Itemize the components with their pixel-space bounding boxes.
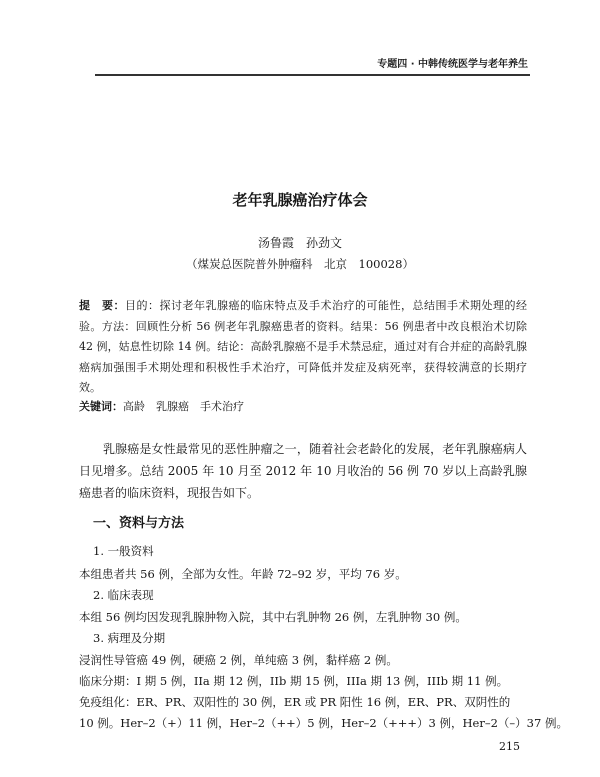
article-affiliation: （煤炭总医院普外肿瘤科 北京 100028） — [186, 257, 414, 271]
keywords-label: 关键词： — [79, 400, 123, 413]
subsection-title-general: 1. 一般资料 — [93, 544, 154, 558]
abstract-block — [79, 296, 527, 399]
intro-paragraph: 乳腺癌是女性最常见的恶性肿瘤之一，随着社会老龄化的发展，老年乳腺癌病人日见增多。总结 2005 年 10 月至 2012 年 10 月收治的 56 例 70 岁以上高龄乳腺癌患者的临床资料，现报告如下。 — [79, 442, 527, 500]
header-rule — [95, 74, 530, 76]
page-number: 215 — [499, 740, 520, 753]
keywords-text: 高龄 乳腺癌 手术治疗 — [123, 400, 244, 413]
article-authors: 汤鲁霞 孙劲文 — [257, 236, 342, 250]
general-data-text: 本组患者共 56 例，全部为女性。年龄 72–92 岁，平均 76 岁。 — [79, 567, 407, 581]
running-header: 专题四 · 中韩传统医学与老年养生 — [377, 59, 528, 70]
article-title: 老年乳腺癌治疗体会 — [232, 191, 368, 209]
clinical-text: 本组 56 例均因发现乳腺肿物入院，其中右乳肿物 26 例，左乳肿物 30 例。 — [79, 610, 467, 624]
pathology-line-2: 临床分期：I 期 5 例，IIa 期 12 例，IIb 期 15 例，IIIa 期 13 例，IIIb 期 11 例。 — [79, 674, 509, 688]
pathology-line-1: 浸润性导管癌 49 例，硬癌 2 例，单纯癌 3 例，黏样癌 2 例。 — [79, 653, 398, 667]
pathology-line-4: 10 例。Her–2（+）11 例，Her–2（++）5 例，Her–2（+++）3 例，Her–2（–）37 例。 — [79, 716, 568, 730]
section-heading: 一、资料与方法 — [93, 516, 185, 531]
keywords-line — [79, 398, 244, 414]
pathology-line-3: 免疫组化：ER、PR、双阳性的 30 例，ER 或 PR 阳性 16 例，ER、PR、双阴性的 — [79, 695, 511, 709]
subsection-title-clinical: 2. 临床表现 — [93, 588, 154, 602]
abstract-text: 目的：探讨老年乳腺癌的临床特点及手术治疗的可能性，总结围手术期处理的经验。方法：回顾性分析 56 例老年乳腺癌患者的资料。结果：56 例患者中改良根治术切除 42 例，姑息性切除 14 例。结论：高龄乳腺癌不是手术禁忌症，通过对有合并症的高龄乳腺癌病加强围手术期处理和积极性手术治疗，可降低并发症及病死率，获得较满意的长期疗效。 — [79, 299, 527, 394]
subsection-title-pathology: 3. 病理及分期 — [93, 631, 166, 645]
abstract-label: 提 要： — [79, 299, 125, 312]
